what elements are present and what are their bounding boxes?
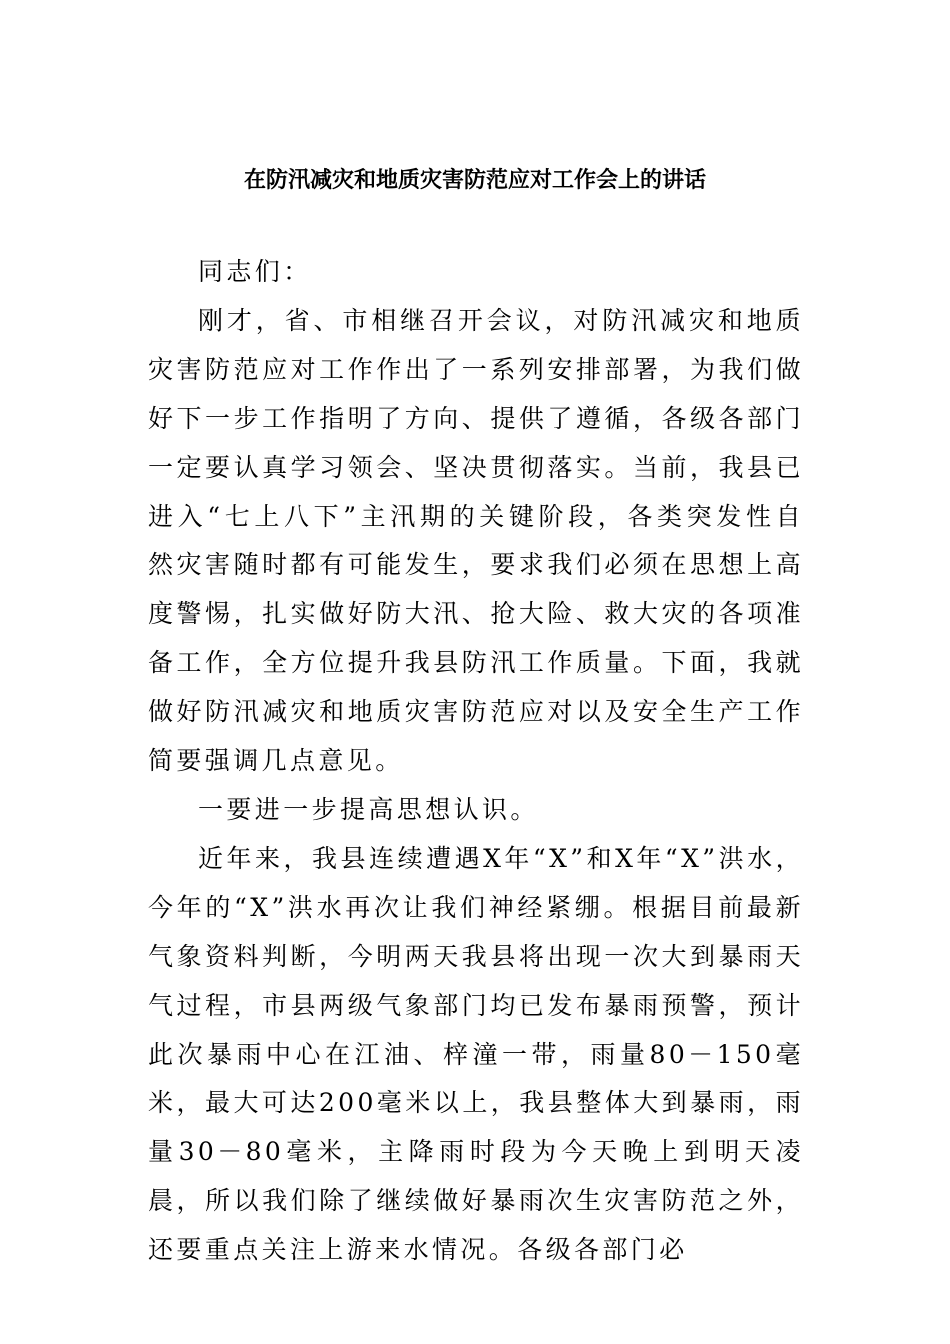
document-body: [148, 248, 804, 1275]
section-heading-paragraph: 一要进一步提高思想认识。: [198, 794, 539, 824]
document-title: 在防汛减灾和地质灾害防范应对工作会上的讲话: [243, 167, 706, 193]
body-paragraph: 近年来，我县连续遭遇X年“X”和X年“X”洪水，今年的“X”洪水再次让我们神经紧绷。根据目前最新气象资料判断，今明两天我县将出现一次大到暴雨天气过程，市县两级气象部门均已发布暴雨预警，预计此次暴雨中心在江油、梓潼一带，雨量80－150毫米，最大可达200毫米以上，我县整体大到暴雨，雨量30－80毫米，主降雨时段为今天晚上到明天凌晨，所以我们除了继续做好暴雨次生灾害防范之外，还要重点关注上游来水情况。各级各部门必: [148, 843, 804, 1265]
intro-paragraph: 刚才，省、市相继召开会议，对防汛减灾和地质灾害防范应对工作作出了一系列安排部署，为我们做好下一步工作指明了方向、提供了遵循，各级各部门一定要认真学习领会、坚决贯彻落实。当前，我县已进入“七上八下”主汛期的关键阶段，各类突发性自然灾害随时都有可能发生，要求我们必须在思想上高度警惕，扎实做好防大汛、抢大险、救大灾的各项准备工作，全方位提升我县防汛工作质量。下面，我就做好防汛减灾和地质灾害防范应对以及安全生产工作简要强调几点意见。: [148, 305, 804, 776]
salutation-paragraph: 同志们：: [198, 257, 312, 286]
